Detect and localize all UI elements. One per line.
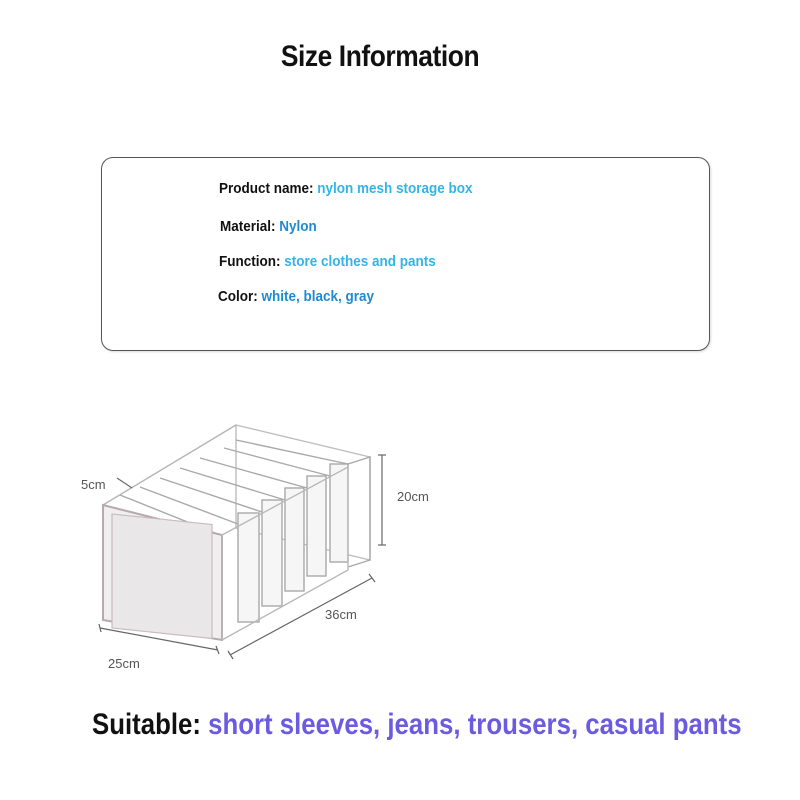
height-dimension: 20cm: [397, 489, 429, 504]
material-value: Nylon: [279, 218, 317, 235]
suitable-label: Suitable:: [92, 708, 201, 741]
product-name-value: nylon mesh storage box: [317, 180, 473, 197]
material-label: Material:: [220, 218, 276, 235]
page-title: Size Information: [280, 40, 480, 73]
suitable-line: [92, 708, 742, 742]
function-value: store clothes and pants: [284, 253, 436, 270]
length-dimension: 36cm: [325, 607, 357, 622]
function-label: Function:: [219, 253, 281, 270]
width-dimension: 25cm: [108, 656, 140, 671]
color-label: Color:: [218, 288, 258, 305]
color-value: white, black, gray: [261, 288, 375, 305]
suitable-value: short sleeves, jeans, trousers, casual pants: [208, 708, 742, 741]
product-name-label: Product name:: [219, 180, 314, 197]
compartment-dimension: 5cm: [81, 477, 106, 492]
